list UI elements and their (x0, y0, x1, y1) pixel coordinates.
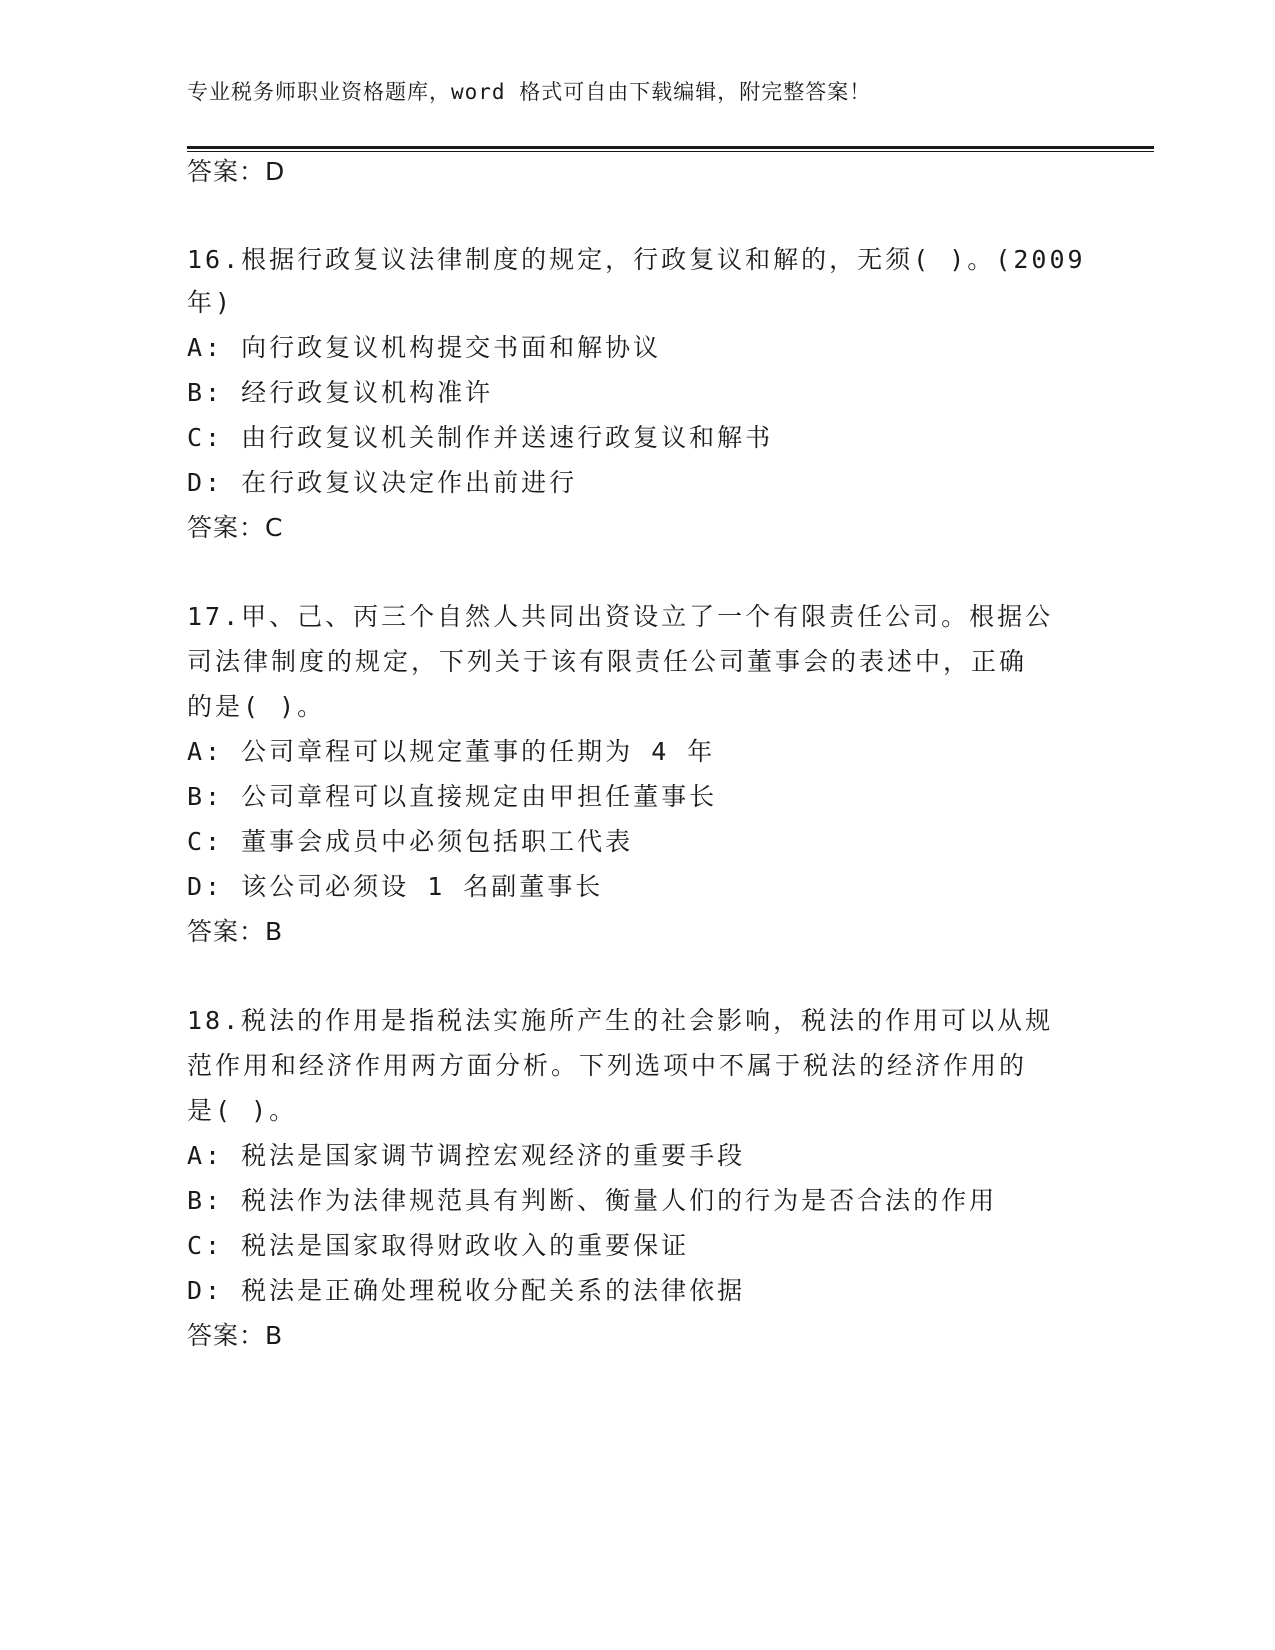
question-18-option-a: A: 税法是国家调节调控宏观经济的重要手段 (187, 1141, 746, 1170)
question-16-option-c: C: 由行政复议机关制作并送速行政复议和解书 (187, 423, 774, 452)
question-16-stem-1: 16.根据行政复议法律制度的规定，行政复议和解的，无须( )。(2009 (187, 245, 1086, 274)
question-17-stem-1: 17.甲、己、丙三个自然人共同出资设立了一个有限责任公司。根据公 (187, 602, 1054, 631)
question-18-stem-2: 范作用和经济作用两方面分析。下列选项中不属于税法的经济作用的 (187, 1051, 1028, 1080)
answer-prev: 答案：D (187, 157, 286, 186)
question-17-option-d: D: 该公司必须设 1 名副董事长 (187, 872, 604, 901)
question-16-option-a: A: 向行政复议机构提交书面和解协议 (187, 333, 662, 362)
question-18-stem-1: 18.税法的作用是指税法实施所产生的社会影响，税法的作用可以从规 (187, 1006, 1054, 1035)
header-divider (187, 146, 1154, 152)
question-17-option-a: A: 公司章程可以规定董事的任期为 4 年 (187, 737, 716, 766)
question-17-stem-2: 司法律制度的规定，下列关于该有限责任公司董事会的表述中，正确 (187, 647, 1028, 676)
question-18-option-d: D: 税法是正确处理税收分配关系的法律依据 (187, 1276, 746, 1305)
question-17-stem-3: 的是( )。 (187, 692, 326, 721)
question-16-stem-2: 年) (187, 288, 234, 317)
question-18-answer: 答案：B (187, 1321, 284, 1350)
question-18-stem-3: 是( )。 (187, 1096, 298, 1125)
page-header: 专业税务师职业资格题库，word 格式可自由下载编辑，附完整答案！ (187, 80, 872, 104)
question-17-answer: 答案：B (187, 917, 284, 946)
question-17-option-c: C: 董事会成员中必须包括职工代表 (187, 827, 634, 856)
question-18-option-c: C: 税法是国家取得财政收入的重要保证 (187, 1231, 690, 1260)
question-16-option-b: B: 经行政复议机构准许 (187, 378, 494, 407)
question-16-answer: 答案：C (187, 513, 284, 542)
question-18-option-b: B: 税法作为法律规范具有判断、衡量人们的行为是否合法的作用 (187, 1186, 998, 1215)
question-16-option-d: D: 在行政复议决定作出前进行 (187, 468, 578, 497)
question-17-option-b: B: 公司章程可以直接规定由甲担任董事长 (187, 782, 718, 811)
